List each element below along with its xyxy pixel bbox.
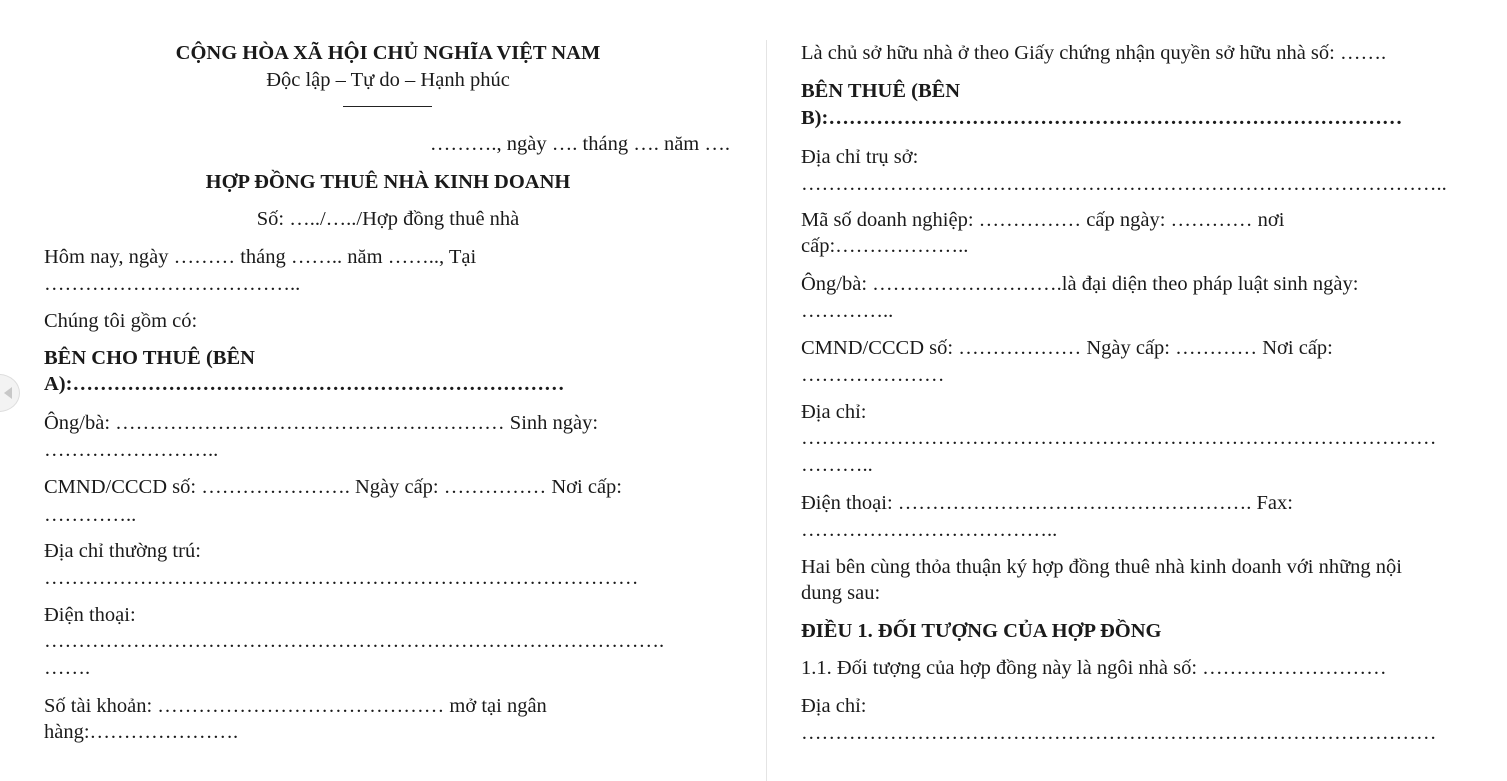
contract-title: HỢP ĐỒNG THUÊ NHÀ KINH DOANH	[205, 171, 571, 193]
party-a-id-line: CMND/CCCD số: …………………. Ngày cấp: …………… Nơi cấp:	[44, 476, 622, 498]
house-address-label: Địa chỉ:	[801, 695, 867, 717]
party-b-address-dots-2: ………..	[801, 454, 873, 476]
tax-line: Mã số doanh nghiệp: …………… cấp ngày: ………… nơi	[801, 209, 1285, 231]
party-b-address-label: Địa chỉ:	[801, 401, 867, 423]
party-a-birth-dots: ……………………..	[44, 439, 219, 461]
today-line: Hôm nay, ngày ……… tháng …….. năm …….., Tại	[44, 246, 477, 268]
today-dots: ………………………………..	[44, 273, 301, 295]
party-a-phone-dots-2: …….	[44, 657, 91, 679]
party-b-phone-line: Điện thoại: ……………………………………………. Fax:	[801, 492, 1293, 514]
motto: Độc lập – Tự do – Hạnh phúc	[266, 69, 510, 91]
contract-number: Số: …../…../Hợp đồng thuê nhà	[256, 208, 520, 230]
party-b-heading: BÊN THUÊ (BÊN	[801, 80, 961, 102]
national-title: CỘNG HÒA XÃ HỘI CHỦ NGHĨA VIỆT NAM	[175, 42, 601, 64]
party-b-phone-dots: ………………………………..	[801, 519, 1058, 541]
party-a-heading: BÊN CHO THUÊ (BÊN	[44, 347, 255, 369]
party-a-phone-label: Điện thoại:	[44, 604, 136, 626]
rep-line: Ông/bà: ……………………….là đại diện theo pháp luật sinh ngày:	[801, 273, 1359, 295]
party-a-account-line: Số tài khoản: …………………………………… mở tại ngân	[44, 695, 547, 717]
owner-line: Là chủ sở hữu nhà ở theo Giấy chứng nhận quyền sở hữu nhà số: …….	[801, 42, 1387, 64]
party-b-id-line: CMND/CCCD số: ……………… Ngày cấp: ………… Nơi cấp:	[801, 337, 1333, 359]
house-address-dots: …………………………………………………………………………………	[801, 722, 1437, 744]
party-a-address-label: Địa chỉ thường trú:	[44, 540, 201, 562]
party-b-address-dots: …………………………………………………………………………………	[801, 427, 1437, 449]
office-label: Địa chỉ trụ sở:	[801, 146, 919, 168]
rep-dots: …………..	[801, 300, 894, 322]
office-dots: …………………………………………………………………………………..	[801, 173, 1447, 195]
party-a-id-dots: …………..	[44, 504, 137, 526]
party-a-line: A):………………………………………………………………	[44, 373, 565, 395]
date-line: ………., ngày …. tháng …. năm ….	[429, 133, 730, 155]
agreement-line-2: dung sau:	[801, 582, 881, 604]
party-a-address-dots: ……………………………………………………………………………	[44, 567, 639, 589]
article-1-1: 1.1. Đối tượng của hợp đồng này là ngôi nhà số: ………………………	[801, 657, 1387, 679]
party-b-id-dots: …………………	[801, 364, 945, 386]
party-b-line: B):…………………………………………………………………………	[801, 107, 1403, 129]
title-underline	[343, 106, 432, 107]
party-a-bank-line: hàng:………………….	[44, 721, 239, 743]
party-a-phone-dots: ……………………………………………………………………………….	[44, 630, 665, 652]
agreement-line: Hai bên cùng thỏa thuận ký hợp đồng thuê nhà kinh doanh với những nội	[801, 556, 1403, 578]
article-1-heading: ĐIỀU 1. ĐỐI TƯỢNG CỦA HỢP ĐỒNG	[801, 620, 1162, 642]
column-divider	[766, 40, 767, 781]
previous-page-button[interactable]	[0, 374, 20, 412]
party-a-name-line: Ông/bà: ………………………………………………… Sinh ngày:	[44, 412, 599, 434]
parties-intro: Chúng tôi gồm có:	[44, 310, 198, 332]
tax-place: cấp:………………..	[801, 235, 969, 257]
